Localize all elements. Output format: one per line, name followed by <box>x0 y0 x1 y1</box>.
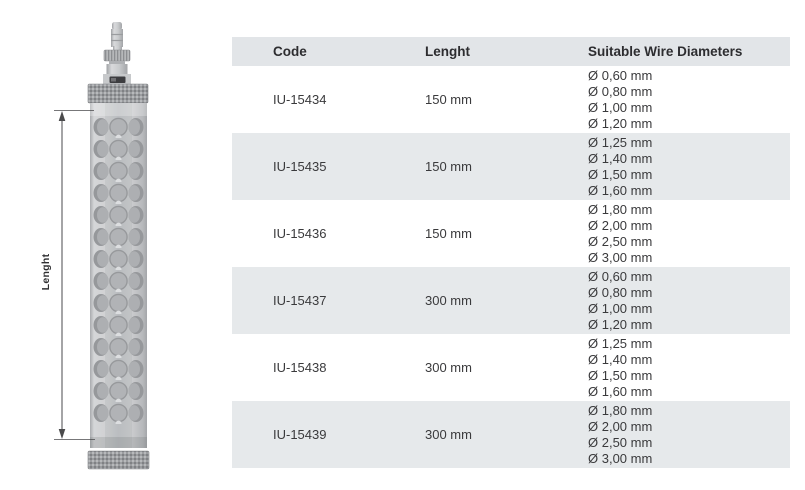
diameter-value: Ø 1,25 mm <box>588 134 653 150</box>
code-cell: IU-15439 <box>273 427 327 442</box>
diameter-value: Ø 3,00 mm <box>588 450 653 466</box>
diameter-value: Ø 0,80 mm <box>588 284 653 300</box>
diameter-value: Ø 2,00 mm <box>588 418 653 434</box>
diameter-value: Ø 1,40 mm <box>588 150 653 166</box>
barb-nozzle <box>111 22 123 52</box>
diameters-cell <box>547 66 790 133</box>
length-cell: 300 mm <box>425 360 472 375</box>
length-cell: 150 mm <box>425 92 472 107</box>
diameters-cell <box>547 401 790 468</box>
table-row <box>232 334 790 401</box>
diameter-value: Ø 2,50 mm <box>588 233 653 249</box>
diameter-value: Ø 2,50 mm <box>588 434 653 450</box>
diameter-value: Ø 1,60 mm <box>588 383 653 399</box>
tube-body <box>90 103 147 448</box>
diameters-cell <box>547 267 790 334</box>
diameter-value: Ø 1,25 mm <box>588 335 653 351</box>
diameter-value: Ø 3,00 mm <box>588 249 653 265</box>
hole-pattern <box>90 116 147 424</box>
table-row <box>232 267 790 334</box>
length-cell: 150 mm <box>425 159 472 174</box>
column-header-length: Lenght <box>425 44 470 59</box>
code-cell: IU-15434 <box>273 92 327 107</box>
arrow-down-icon <box>59 429 66 439</box>
diameter-value: Ø 1,80 mm <box>588 402 653 418</box>
diameters-cell <box>547 334 790 401</box>
dimension-label: Lenght <box>40 253 52 291</box>
dimension-annotation <box>54 111 95 440</box>
diameter-value: Ø 0,60 mm <box>588 67 653 83</box>
length-cell: 150 mm <box>425 226 472 241</box>
top-knurled-cap <box>88 84 148 103</box>
diameter-value: Ø 1,50 mm <box>588 367 653 383</box>
code-cell: IU-15437 <box>273 293 327 308</box>
product-figure <box>0 0 230 490</box>
length-cell: 300 mm <box>425 293 472 308</box>
diameter-value: Ø 1,40 mm <box>588 351 653 367</box>
diameters-cell <box>547 133 790 200</box>
bottom-knurled-cap <box>88 451 149 469</box>
diameter-value: Ø 1,20 mm <box>588 115 653 131</box>
diameter-value: Ø 1,80 mm <box>588 201 653 217</box>
diameters-cell <box>547 200 790 267</box>
spec-table <box>232 37 790 468</box>
diameter-value: Ø 0,80 mm <box>588 83 653 99</box>
table-row <box>232 200 790 267</box>
column-header-code: Code <box>273 44 307 59</box>
diameter-value: Ø 1,20 mm <box>588 316 653 332</box>
length-cell: 300 mm <box>425 427 472 442</box>
diameter-value: Ø 1,50 mm <box>588 166 653 182</box>
diameter-value: Ø 0,60 mm <box>588 268 653 284</box>
arrow-up-icon <box>59 111 66 121</box>
code-cell: IU-15436 <box>273 226 327 241</box>
table-row <box>232 401 790 468</box>
wire-guide-tube-drawing <box>0 0 230 490</box>
table-row <box>232 133 790 200</box>
diameter-value: Ø 1,60 mm <box>588 182 653 198</box>
upper-block <box>103 64 131 85</box>
column-header-diameters: Suitable Wire Diameters <box>588 44 743 59</box>
table-header-row <box>232 37 790 66</box>
diameter-value: Ø 1,00 mm <box>588 99 653 115</box>
knurled-nut <box>104 50 130 65</box>
code-cell: IU-15438 <box>273 360 327 375</box>
diameter-value: Ø 2,00 mm <box>588 217 653 233</box>
code-cell: IU-15435 <box>273 159 327 174</box>
table-row <box>232 66 790 133</box>
diameter-value: Ø 1,00 mm <box>588 300 653 316</box>
